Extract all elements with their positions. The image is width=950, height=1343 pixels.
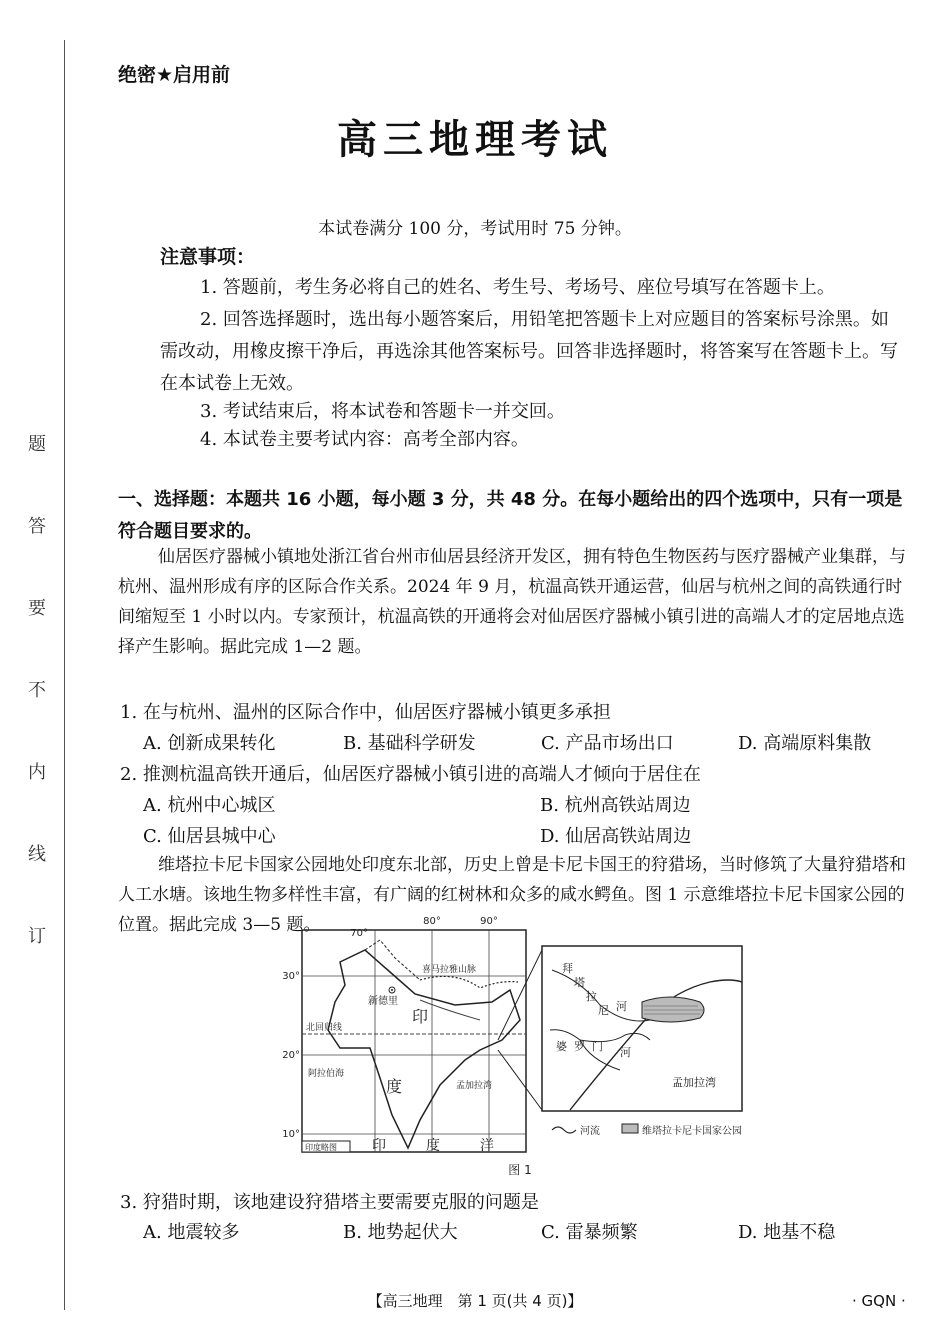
legend-river-label: 河流 bbox=[580, 1126, 600, 1137]
binding-char: 内 bbox=[28, 762, 46, 783]
q3-option-a: A. 地震较多 bbox=[143, 1222, 240, 1243]
binding-char: 答 bbox=[28, 516, 46, 537]
binding-char: 题 bbox=[28, 434, 46, 455]
lat-label-10: 10° bbox=[282, 1129, 300, 1140]
passage-1: 仙居医疗器械小镇地处浙江省台州市仙居县经济开发区，拥有特色生物医药与医疗器械产业集群，与杭州、温州形成有序的区际合作关系。2024 年 9 月，杭温高铁开通运营，仙居与杭州之间的高铁通行时间缩短至 1 小时以内。专家预计，杭温高铁的开通将会对仙居医疗器械小镇引进的高端人才的定居地点选择产生影响。据此完成 1—2 题。 bbox=[118, 547, 906, 657]
label-he-2: 河 bbox=[620, 1046, 631, 1059]
figure-1 bbox=[280, 910, 760, 1180]
label-du: 度 bbox=[386, 1077, 403, 1096]
river-2 bbox=[580, 1033, 650, 1041]
confidential-label: 绝密★启用前 bbox=[118, 64, 231, 86]
leader-top bbox=[498, 950, 542, 1040]
lon-label-70: 70° bbox=[350, 928, 368, 939]
binding-char: 订 bbox=[28, 926, 46, 947]
label-men: 门 bbox=[592, 1040, 603, 1053]
q1-option-d: D. 高端原料集散 bbox=[738, 733, 872, 754]
label-ni: 尼 bbox=[598, 1004, 609, 1017]
binding-char: 线 bbox=[28, 844, 46, 865]
q3-option-b: B. 地势起伏大 bbox=[343, 1222, 458, 1243]
national-park-area bbox=[642, 997, 704, 1022]
label-bay-of-bengal: 孟加拉湾 bbox=[456, 1081, 493, 1091]
label-ocean-yin: 印 bbox=[372, 1138, 386, 1154]
lon-label-90: 90° bbox=[480, 916, 498, 927]
binding-margin bbox=[22, 430, 52, 948]
q1-option-c: C. 产品市场出口 bbox=[541, 733, 674, 754]
q1-option-b: B. 基础科学研发 bbox=[343, 733, 476, 754]
notice-item: 2. 回答选择题时，选出每小题答案后，用铅笔把答题卡上对应题目的答案标号涂黑。如需改动，用橡皮擦干净后，再选涂其他答案标号。回答非选择题时，将答案写在答题卡上。写在本试卷上无效。 bbox=[160, 309, 898, 394]
label-bay: 孟加拉湾 bbox=[672, 1076, 716, 1089]
label-po: 婆 bbox=[556, 1040, 567, 1053]
lat-label-30: 30° bbox=[282, 971, 300, 982]
notice-item: 4. 本试卷主要考试内容：高考全部内容。 bbox=[200, 429, 529, 450]
legend-park-label: 维塔拉卡尼卡国家公园 bbox=[642, 1126, 742, 1137]
leader-bottom bbox=[498, 1050, 542, 1110]
notice-item: 1. 答题前，考生务必将自己的姓名、考生号、考场号、座位号填写在答题卡上。 bbox=[200, 277, 835, 298]
question-1-stem: 1. 在与杭州、温州的区际合作中，仙居医疗器械小镇更多承担 bbox=[120, 702, 611, 723]
label-la: 拉 bbox=[586, 990, 597, 1003]
lat-label-20: 20° bbox=[282, 1050, 300, 1061]
label-arabian-sea: 阿拉伯海 bbox=[308, 1069, 345, 1079]
legend-river-icon bbox=[552, 1127, 576, 1133]
question-2-stem: 2. 推测杭温高铁开通后，仙居医疗器械小镇引进的高端人才倾向于居住在 bbox=[120, 764, 701, 785]
q3-option-c: C. 雷暴频繁 bbox=[541, 1222, 638, 1243]
question-3-stem: 3. 狩猎时期，该地建设狩猎塔主要需要克服的问题是 bbox=[120, 1192, 539, 1213]
page-title: 高三地理考试 bbox=[337, 117, 613, 163]
q2-option-c: C. 仙居县城中心 bbox=[143, 826, 276, 847]
figure-caption: 图 1 bbox=[508, 1163, 532, 1177]
binding-char: 不 bbox=[28, 680, 46, 701]
q2-option-a: A. 杭州中心城区 bbox=[143, 795, 276, 816]
paper-code: · GQN · bbox=[852, 1292, 906, 1310]
legend-park-icon bbox=[622, 1124, 638, 1133]
q1-option-a: A. 创新成果转化 bbox=[143, 733, 276, 754]
label-new-delhi: 新德里 bbox=[368, 996, 398, 1007]
notice-title: 注意事项： bbox=[160, 246, 256, 268]
passage-2: 维塔拉卡尼卡国家公园地处印度东北部，历史上曾是卡尼卡国王的狩猎场，当时修筑了大量狩猎塔和人工水塘。该地生物多样性丰富，有广阔的红树林和众多的咸水鳄鱼。图 1 示意维塔拉卡尼卡国家公园的位置。据此完成 3—5 题。 bbox=[118, 855, 906, 935]
q2-option-d: D. 仙居高铁站周边 bbox=[540, 826, 692, 847]
himalaya-range bbox=[420, 976, 518, 988]
label-luo: 罗 bbox=[574, 1040, 585, 1053]
page-footer: 【高三地理 第 1 页(共 4 页)】 bbox=[367, 1292, 583, 1310]
label-ocean-yang: 洋 bbox=[480, 1138, 494, 1154]
notice-item: 3. 考试结束后，将本试卷和答题卡一并交回。 bbox=[200, 401, 565, 422]
label-yin: 印 bbox=[412, 1007, 429, 1026]
label-he-1: 河 bbox=[616, 1000, 627, 1013]
inset-label: 印度略图 bbox=[305, 1143, 337, 1152]
label-tropic: 北回归线 bbox=[306, 1023, 343, 1033]
india-outline bbox=[328, 950, 520, 1148]
label-ocean-du: 度 bbox=[426, 1138, 440, 1154]
label-himalaya: 喜马拉雅山脉 bbox=[422, 965, 477, 975]
label-bai: 拜 bbox=[562, 962, 573, 975]
label-ta: 塔 bbox=[574, 976, 585, 989]
binding-char: 要 bbox=[28, 598, 46, 619]
q3-option-d: D. 地基不稳 bbox=[738, 1222, 836, 1243]
exam-info: 本试卷满分 100 分，考试用时 75 分钟。 bbox=[318, 219, 632, 239]
q2-option-b: B. 杭州高铁站周边 bbox=[540, 795, 691, 816]
lon-label-80: 80° bbox=[423, 916, 441, 927]
section-heading: 一、选择题：本题共 16 小题，每小题 3 分，共 48 分。在每小题给出的四个选项中，只有一项是符合题目要求的。 bbox=[118, 489, 903, 542]
